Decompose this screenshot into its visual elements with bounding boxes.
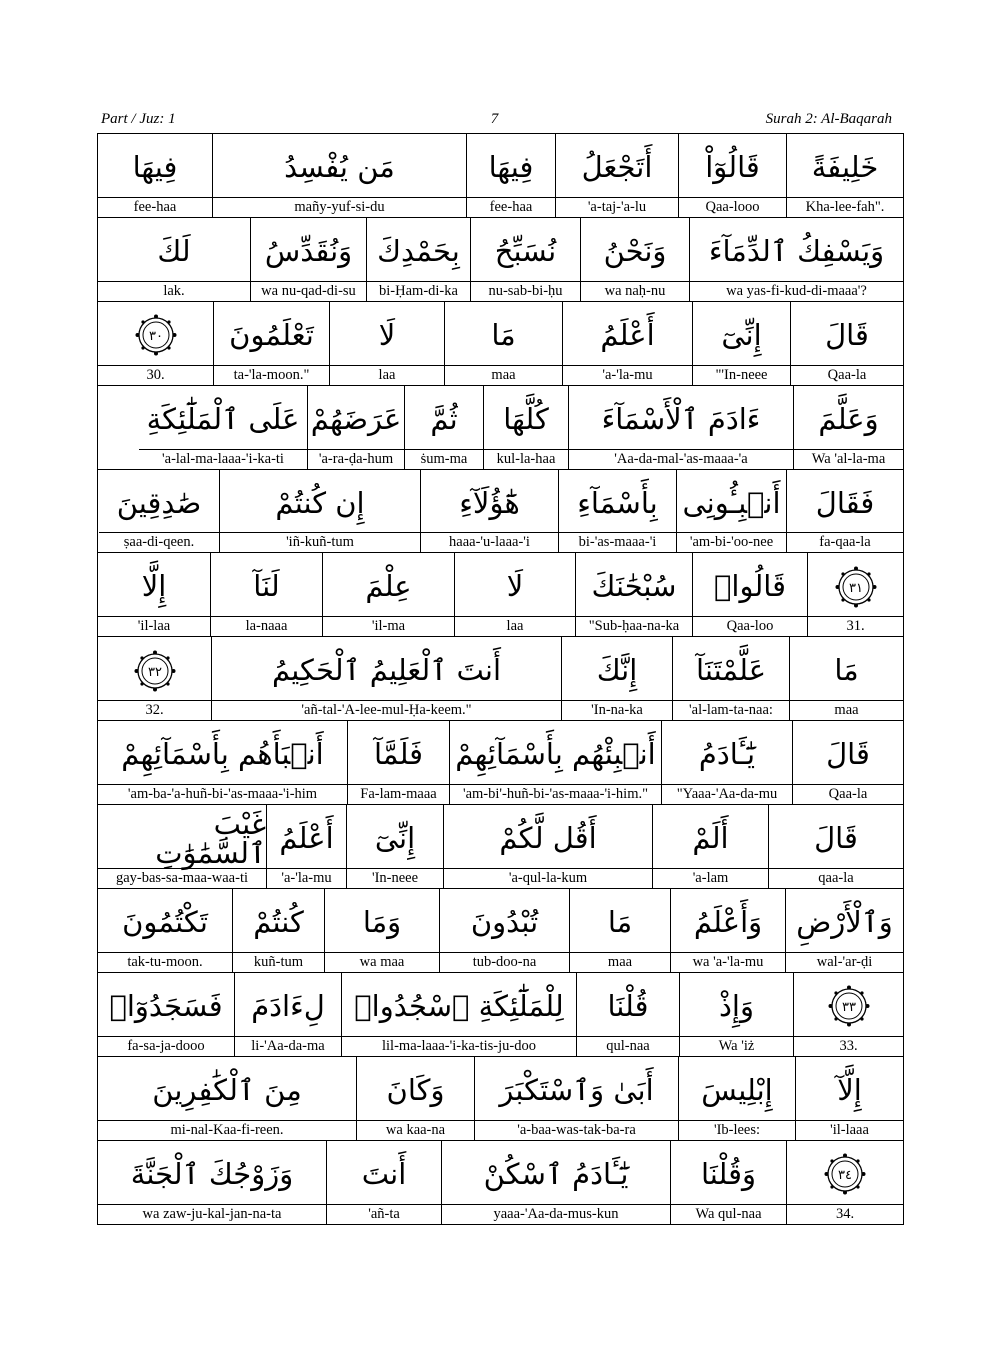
word-cell	[98, 134, 212, 217]
transliteration: wa naḥ-nu	[581, 281, 689, 301]
arabic-word: وَمَا	[362, 904, 402, 939]
word-cell	[98, 553, 210, 636]
arabic-word: إِبْلِيسَ	[701, 1072, 773, 1107]
word-cell	[99, 470, 219, 553]
ayah-marker-icon	[787, 1141, 903, 1204]
word-cell	[692, 302, 790, 385]
ayah-number-label: 34.	[787, 1204, 903, 1224]
transliteration: 'il-laa	[98, 616, 210, 636]
transliteration: 'a-'la-mu	[563, 365, 692, 385]
arabic-word: وَيَسْفِكُ ٱلدِّمَآءَ	[708, 233, 885, 268]
word-cell	[569, 889, 670, 972]
word-cell	[679, 973, 793, 1056]
word-cell	[346, 805, 443, 888]
arabic-word: كُنتُمْ	[253, 904, 304, 939]
transliteration: nu-sab-bi-ḥu	[471, 281, 580, 301]
arabic-word: لَنَآ	[253, 569, 280, 604]
verse-row	[98, 973, 903, 1057]
word-cell	[326, 1141, 441, 1224]
arabic-word: فِيهَا	[132, 149, 178, 184]
ayah-number-label: 30.	[98, 365, 213, 385]
word-cell	[466, 134, 555, 217]
word-cell	[786, 134, 903, 217]
verse-row	[98, 134, 903, 218]
word-cell	[404, 386, 483, 469]
word-by-word-table	[97, 133, 904, 1225]
arabic-word: عَلَّمْتَنَآ	[696, 653, 767, 688]
verse-row	[98, 1141, 903, 1225]
word-cell	[307, 386, 404, 469]
arabic-word: تَعْلَمُونَ	[229, 317, 314, 352]
ayah-number: ٣٢	[147, 664, 162, 680]
transliteration: Qaa-looo	[679, 197, 786, 217]
word-cell	[98, 1057, 356, 1140]
word-cell	[212, 134, 466, 217]
arabic-word: إِنَّكَ	[596, 653, 638, 688]
arabic-word: مَا	[607, 904, 633, 939]
word-cell	[250, 218, 366, 301]
transliteration: wa kaa-na	[357, 1120, 474, 1140]
ayah-marker-icon	[794, 973, 903, 1036]
verse-row	[98, 1057, 903, 1141]
word-cell	[232, 889, 324, 972]
arabic-word: غَيْبَ ٱلسَّمَٰوَٰتِ	[155, 806, 266, 870]
ayah-number-label: 31.	[808, 616, 903, 636]
arabic-word: هَٰٓؤُلَآءِ	[459, 485, 520, 520]
verse-row	[98, 637, 903, 721]
arabic-word: إِلَّآ	[837, 1072, 862, 1107]
part-label: Part / Juz: 1	[101, 111, 176, 127]
word-cell	[792, 721, 903, 804]
arabic-word: وَعَلَّمَ	[818, 401, 879, 436]
word-cell	[568, 386, 793, 469]
transliteration: 'il-laaa	[796, 1120, 903, 1140]
ayah-number-cell	[793, 973, 903, 1056]
arabic-word: تُبْدُونَ	[470, 904, 539, 939]
transliteration: wa zaw-ju-kal-jan-na-ta	[98, 1204, 326, 1224]
transliteration: bi-Ḥam-di-ka	[367, 281, 470, 301]
arabic-word: عِلْمَ	[365, 569, 412, 604]
transliteration: 'añ-tal-'A-lee-mul-Ḥa-keem."	[212, 700, 561, 720]
verse-row	[98, 386, 903, 470]
arabic-word: وَنَحْنُ	[603, 233, 667, 268]
word-cell	[234, 973, 341, 1056]
arabic-word: وَكَانَ	[386, 1072, 445, 1107]
word-cell	[98, 218, 250, 301]
transliteration: ta-'la-moon."	[214, 365, 329, 385]
arabic-word: وَزَوْجُكَ ٱلْجَنَّةَ	[130, 1156, 294, 1191]
word-cell	[558, 470, 676, 553]
arabic-word: فَقَالَ	[815, 485, 875, 520]
transliteration: wa 'a-'la-mu	[671, 952, 785, 972]
word-cell	[98, 1141, 326, 1224]
word-cell	[420, 470, 558, 553]
verse-row	[98, 218, 903, 302]
arabic-word: أَلَمْ	[692, 821, 729, 856]
transliteration: 'a-qul-la-kum	[444, 868, 652, 888]
arabic-word: يَٰٓـَٔادَمُ ٱسْكُنْ	[483, 1156, 629, 1191]
transliteration: "Yaaa-'Aa-da-mu	[662, 784, 792, 804]
ayah-number-cell	[98, 637, 211, 720]
transliteration: kul-la-haa	[484, 449, 568, 469]
arabic-word: أَعْلَمُ	[279, 821, 334, 856]
word-cell	[266, 805, 346, 888]
word-cell	[790, 302, 903, 385]
arabic-word: مَا	[491, 317, 516, 352]
arabic-word: مِنَ ٱلْكَٰفِرِينَ	[152, 1072, 302, 1107]
ayah-marker-icon	[98, 637, 211, 700]
word-cell	[98, 721, 347, 804]
arabic-word: فَسَجَدُوٓا۟	[109, 988, 223, 1023]
word-cell	[768, 805, 903, 888]
word-cell	[670, 1141, 786, 1224]
arabic-word: إِلَّا	[141, 569, 167, 604]
arabic-word: وَأَعْلَمُ	[693, 904, 763, 939]
transliteration: 'a-taj-'a-lu	[556, 197, 678, 217]
arabic-word: أَنۢبِئْهُم بِأَسْمَآئِهِمْ	[455, 737, 656, 772]
word-cell	[324, 889, 439, 972]
arabic-word: قَالُوا۟	[714, 569, 786, 604]
arabic-word: أَنۢبِـُٔونِى	[682, 485, 781, 520]
word-cell	[347, 721, 449, 804]
transliteration: kuñ-tum	[233, 952, 324, 972]
word-cell	[213, 302, 329, 385]
transliteration: 'a-'la-mu	[267, 868, 346, 888]
transliteration: 'il-ma	[323, 616, 454, 636]
word-cell	[439, 889, 569, 972]
transliteration: 'Ib-lees:	[679, 1120, 795, 1140]
transliteration: fa-qaa-la	[787, 532, 903, 552]
arabic-word: ءَادَمَ ٱلْأَسْمَآءَ	[601, 401, 761, 436]
arabic-word: سُبْحَٰنَكَ	[591, 569, 677, 604]
ayah-number: ٣٠	[148, 329, 163, 345]
transliteration: wa nu-qad-di-su	[251, 281, 366, 301]
word-cell	[580, 218, 689, 301]
word-cell	[441, 1141, 670, 1224]
word-cell	[670, 889, 785, 972]
ayah-number: ٣١	[848, 580, 863, 596]
transliteration: wa maa	[325, 952, 439, 972]
word-cell	[210, 553, 322, 636]
arabic-word: قُلْنَا	[607, 988, 649, 1023]
ayah-marker-icon	[98, 302, 213, 365]
arabic-word: أَنۢبَأَهُم بِأَسْمَآئِهِمْ	[121, 737, 324, 772]
verse-row	[98, 721, 903, 805]
transliteration: qul-naa	[577, 1036, 679, 1056]
word-cell	[676, 470, 786, 553]
ayah-number-cell	[807, 553, 903, 636]
transliteration: 'a-lal-ma-laaa-'i-ka-ti	[139, 449, 307, 469]
transliteration: "Sub-ḥaa-na-ka	[576, 616, 692, 636]
word-cell	[98, 889, 232, 972]
transliteration: 'añ-ta	[327, 1204, 441, 1224]
arabic-word: أَنتَ ٱلْعَلِيمُ ٱلْحَكِيمُ	[271, 653, 502, 688]
arabic-word: كُلَّهَا	[503, 401, 549, 436]
transliteration: Qaa-la	[793, 784, 903, 804]
surah-label: Surah 2: Al-Baqarah	[765, 111, 892, 127]
word-cell	[576, 973, 679, 1056]
transliteration: 'a-ra-ḍa-hum	[308, 449, 404, 469]
word-cell	[793, 386, 903, 469]
word-cell	[98, 805, 266, 888]
word-cell	[786, 470, 903, 553]
word-cell	[474, 1057, 678, 1140]
ayah-number: ٣٤	[838, 1168, 852, 1184]
arabic-word: إِن كُنتُمْ	[275, 485, 365, 520]
transliteration: 'am-bi-'oo-nee	[677, 532, 786, 552]
arabic-word: صَٰدِقِينَ	[116, 485, 202, 520]
arabic-word: فَلَمَّآ	[373, 737, 424, 772]
arabic-word: وَٱلْأَرْضِ	[796, 904, 893, 939]
word-cell	[329, 302, 444, 385]
arabic-word: أَقُل لَّكُمْ	[499, 821, 597, 856]
transliteration: Fa-lam-maaa	[348, 784, 449, 804]
word-cell	[575, 553, 692, 636]
transliteration: yaaa-'Aa-da-mus-kun	[442, 1204, 670, 1224]
transliteration: mi-nal-Kaa-fi-reen.	[98, 1120, 356, 1140]
word-cell	[98, 973, 234, 1056]
arabic-word: بِأَسْمَآءِ	[577, 485, 658, 520]
transliteration: maa	[570, 952, 670, 972]
word-cell	[678, 1057, 795, 1140]
transliteration: 'a-lam	[653, 868, 768, 888]
word-cell	[322, 553, 454, 636]
transliteration: 'a-baa-was-tak-ba-ra	[475, 1120, 678, 1140]
arabic-word: فِيهَا	[488, 149, 534, 184]
arabic-word: عَرَضَهُمْ	[310, 401, 402, 436]
transliteration: 'In-na-ka	[562, 700, 672, 720]
transliteration: qaa-la	[769, 868, 903, 888]
arabic-word: قَالَ	[825, 317, 869, 352]
page-number: 7	[490, 111, 499, 127]
arabic-word: مَا	[834, 653, 859, 688]
word-cell	[211, 637, 561, 720]
word-cell	[689, 218, 903, 301]
arabic-word: إِنِّىٓ	[721, 317, 762, 352]
transliteration: 'am-ba-'a-huñ-bi-'as-maaa-'i-him	[98, 784, 347, 804]
transliteration: 'am-bi'-huñ-bi-'as-maaa-'i-him."	[450, 784, 661, 804]
verse-row	[98, 553, 903, 637]
verse-row	[98, 805, 903, 889]
transliteration: Wa 'al-la-ma	[794, 449, 903, 469]
ayah-number-label: 32.	[98, 700, 211, 720]
transliteration: Kha-lee-fah".	[787, 197, 903, 217]
word-cell	[219, 470, 420, 553]
transliteration: ṡum-ma	[405, 449, 483, 469]
arabic-word: وَإِذْ	[719, 988, 754, 1023]
word-cell	[449, 721, 661, 804]
transliteration: wa yas-fi-kud-di-maaa'?	[690, 281, 903, 301]
word-cell	[795, 1057, 903, 1140]
arabic-word: نُسَبِّحُ	[494, 233, 557, 268]
ayah-marker-icon	[808, 553, 903, 616]
transliteration: bi-'as-maaa-'i	[559, 532, 676, 552]
transliteration: li-'Aa-da-ma	[235, 1036, 341, 1056]
word-cell	[555, 134, 678, 217]
arabic-word: لَا	[378, 317, 396, 352]
word-cell	[470, 218, 580, 301]
transliteration: lak.	[98, 281, 250, 301]
arabic-word: لَكَ	[157, 233, 191, 268]
arabic-word: عَلَى ٱلْمَلَٰٓئِكَةِ	[146, 401, 300, 436]
transliteration: lil-ma-laaa-'i-ka-tis-ju-doo	[342, 1036, 576, 1056]
arabic-word: أَنتَ	[361, 1156, 407, 1191]
word-cell	[692, 553, 807, 636]
word-cell	[661, 721, 792, 804]
transliteration: tub-doo-na	[440, 952, 569, 972]
transliteration: 'Aa-da-mal-'as-maaa-'a	[569, 449, 793, 469]
arabic-word: قَالَ	[826, 737, 870, 772]
verse-row	[98, 470, 903, 554]
arabic-word: يَٰٓـَٔادَمُ	[698, 737, 756, 772]
transliteration: 'In-neee	[347, 868, 443, 888]
arabic-word: لَا	[506, 569, 524, 604]
word-cell	[562, 302, 692, 385]
transliteration: mañy-yuf-si-du	[213, 197, 466, 217]
verse-row	[98, 889, 903, 973]
arabic-word: وَقُلْنَا	[700, 1156, 757, 1191]
transliteration: 'iñ-kuñ-tum	[220, 532, 420, 552]
ayah-number-cell	[98, 302, 213, 385]
word-cell	[785, 889, 903, 972]
transliteration: fee-haa	[98, 197, 212, 217]
arabic-word: بِحَمْدِكَ	[377, 233, 460, 268]
word-cell	[341, 973, 576, 1056]
transliteration: "'In-neee	[693, 365, 790, 385]
word-cell	[561, 637, 672, 720]
transliteration: laa	[455, 616, 575, 636]
verse-row	[98, 302, 903, 386]
word-cell	[483, 386, 568, 469]
ayah-number-cell	[786, 1141, 903, 1224]
arabic-word: قَالَ	[814, 821, 858, 856]
transliteration: laa	[330, 365, 444, 385]
arabic-word: لِءَادَمَ	[251, 988, 325, 1023]
arabic-word: تَكْتُمُونَ	[122, 904, 208, 939]
word-cell	[443, 805, 652, 888]
transliteration: wal-'ar-ḍi	[786, 952, 903, 972]
arabic-word: ثُمَّ	[430, 401, 458, 436]
transliteration: Qaa-loo	[693, 616, 807, 636]
word-cell	[444, 302, 562, 385]
arabic-word: إِنِّىٓ	[374, 821, 416, 856]
word-cell	[652, 805, 768, 888]
word-cell	[366, 218, 470, 301]
arabic-word: أَعْلَمُ	[600, 317, 655, 352]
arabic-word: أَبَىٰ وَٱسْتَكْبَرَ	[499, 1072, 654, 1107]
ayah-number-label: 33.	[794, 1036, 903, 1056]
word-cell	[789, 637, 903, 720]
word-cell	[678, 134, 786, 217]
transliteration: fee-haa	[467, 197, 555, 217]
transliteration: gay-bas-sa-maa-waa-ti	[98, 868, 266, 888]
arabic-word: خَلِيفَةً	[811, 149, 879, 184]
arabic-word: أَتَجْعَلُ	[581, 149, 653, 184]
transliteration: maa	[790, 700, 903, 720]
arabic-word: قَالُوٓاْ	[705, 149, 760, 184]
transliteration: la-naaa	[211, 616, 322, 636]
transliteration: tak-tu-moon.	[98, 952, 232, 972]
transliteration: fa-sa-ja-dooo	[98, 1036, 234, 1056]
transliteration: maa	[445, 365, 562, 385]
word-cell	[356, 1057, 474, 1140]
transliteration: haaa-'u-laaa-'i	[421, 532, 558, 552]
page-header	[97, 111, 892, 131]
word-cell	[672, 637, 789, 720]
transliteration: Wa qul-naa	[671, 1204, 786, 1224]
transliteration: ṣaa-di-qeen.	[99, 532, 219, 552]
word-cell	[454, 553, 575, 636]
arabic-word: وَنُقَدِّسُ	[264, 233, 353, 268]
arabic-word: مَن يُفْسِدُ	[284, 149, 395, 184]
ayah-number: ٣٣	[841, 1000, 856, 1016]
transliteration: 'al-lam-ta-naa:	[673, 700, 789, 720]
transliteration: Wa 'iż	[680, 1036, 793, 1056]
transliteration: Qaa-la	[791, 365, 903, 385]
word-cell	[139, 386, 307, 469]
arabic-word: لِلْمَلَٰٓئِكَةِ ٱسْجُدُوا۟	[354, 988, 564, 1023]
